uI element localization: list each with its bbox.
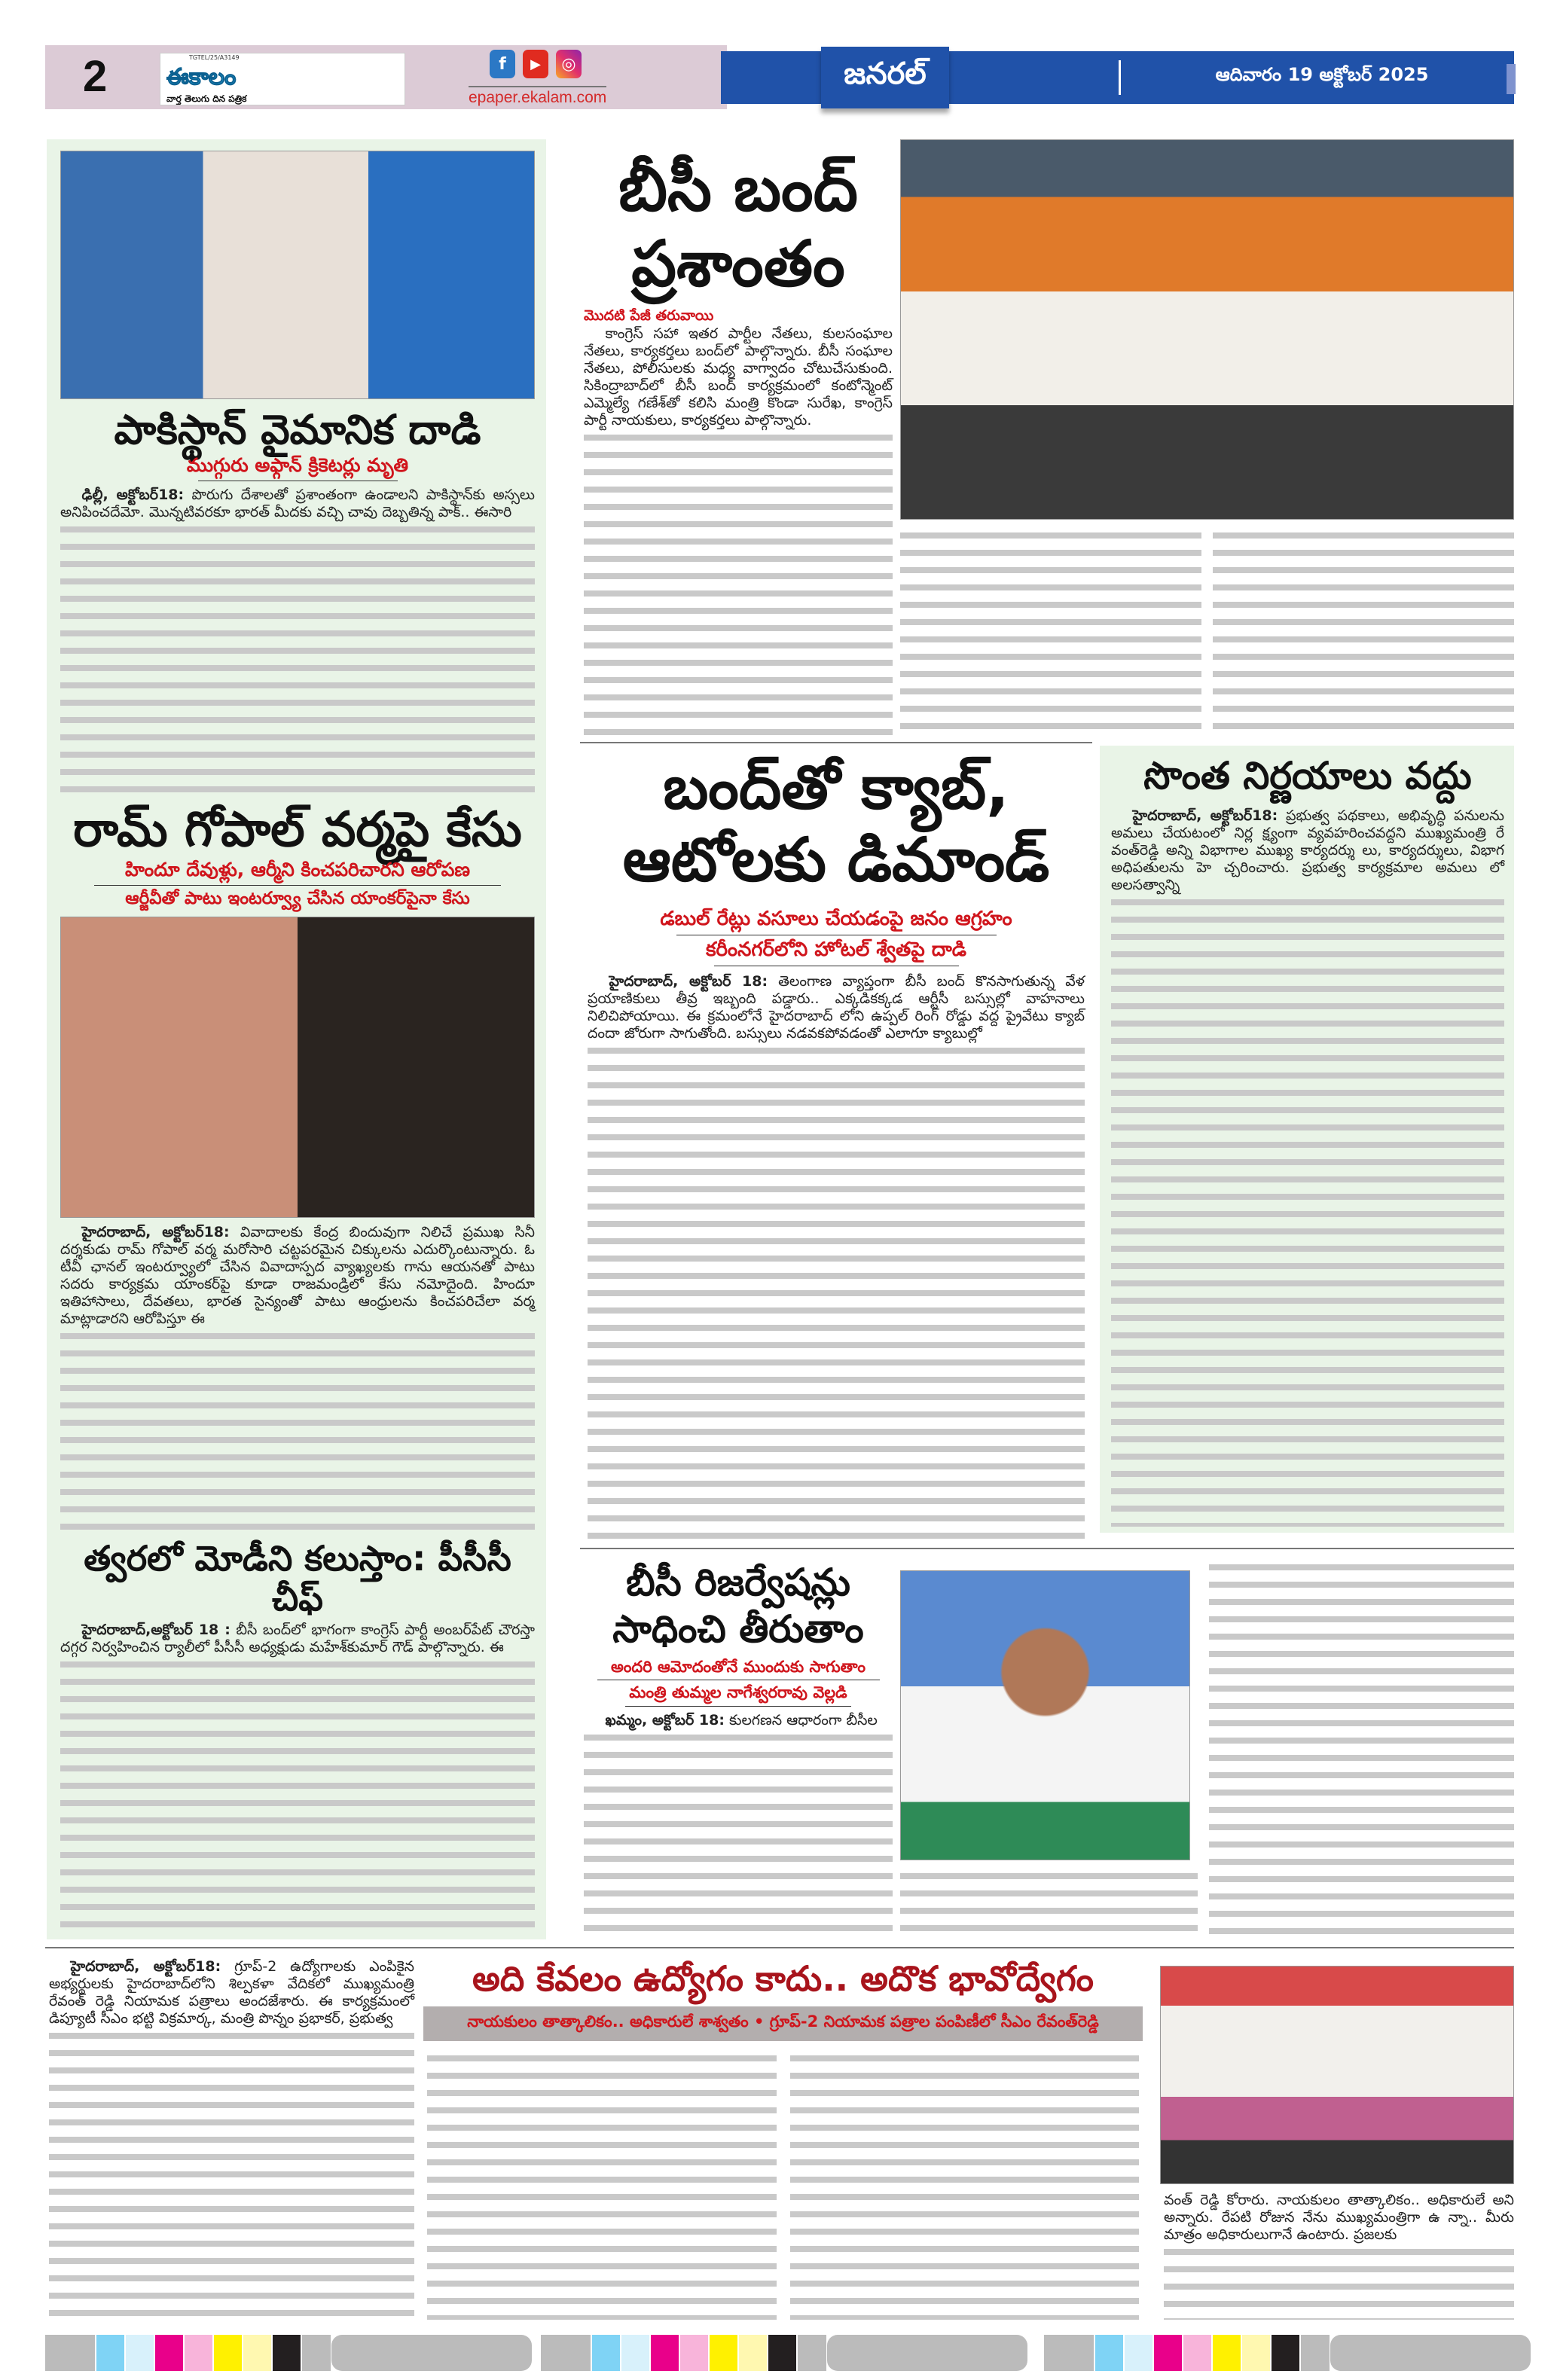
bc-bandh-article bbox=[584, 151, 893, 737]
divider bbox=[94, 885, 501, 886]
group2-photo-text bbox=[1164, 2192, 1514, 2320]
article-headline: త్వరలో మోడీని కలుస్తాం: పీసీసీ చీఫ్ bbox=[84, 1538, 511, 1619]
article-subhead: ఆర్జీవీతో పాటు ఇంటర్వ్యూ చేసిన యాంకర్‌పైనా కేసు bbox=[125, 888, 470, 908]
dateline: హైదరాబాద్,అక్టోబర్ 18 : bbox=[81, 1621, 230, 1638]
article-subhead: అందరి ఆమోదంతోనే ముందుకు సాగుతాం bbox=[610, 1658, 866, 1676]
color-swatch bbox=[739, 2335, 767, 2371]
cm-appointment-letters-photo bbox=[1160, 1966, 1514, 2184]
article-body bbox=[584, 325, 893, 737]
color-swatch bbox=[243, 2335, 271, 2371]
bc-bandh-rally-photo bbox=[900, 139, 1514, 520]
article-body-continued bbox=[1209, 1559, 1514, 1936]
color-swatch bbox=[273, 2335, 301, 2371]
instagram-icon[interactable]: ◎ bbox=[556, 50, 582, 78]
dateline: ఖమ్మం, అక్టోబర్ 18: bbox=[605, 1711, 725, 1729]
dateline: హైదరాబాద్, అక్టోబర్18: bbox=[81, 1223, 230, 1240]
registration-pill bbox=[331, 2335, 532, 2371]
color-swatch bbox=[214, 2335, 242, 2371]
color-swatch bbox=[1301, 2335, 1330, 2371]
article-body-continued bbox=[427, 2050, 777, 2320]
headline-line: ఆటోలకు డిమాండ్ bbox=[622, 825, 1050, 895]
section-title: జనరల్ bbox=[821, 47, 949, 108]
divider bbox=[580, 1548, 1514, 1549]
dateline: హైదరాబాద్, అక్టోబర్ 18: bbox=[609, 972, 768, 990]
left-column bbox=[56, 151, 539, 1932]
article-subhead: ముగ్గురు అఫ్గాన్ క్రికెటర్లు మృతి bbox=[186, 454, 409, 477]
color-swatch bbox=[1095, 2335, 1123, 2371]
group2-article bbox=[423, 1957, 1143, 2320]
article-body bbox=[56, 1218, 539, 1534]
article-subhead: డబుల్ రేట్లు వసూలు చేయడంపై జనం ఆగ్రహం bbox=[660, 908, 1012, 930]
color-swatch bbox=[96, 2335, 124, 2371]
color-swatch bbox=[45, 2335, 95, 2371]
registration-pill bbox=[1330, 2335, 1531, 2371]
color-swatch-group bbox=[541, 2335, 828, 2371]
article-text-continued bbox=[584, 1729, 893, 1939]
color-swatch bbox=[1272, 2335, 1299, 2371]
headline-line: బీసీ బంద్ bbox=[618, 151, 858, 225]
color-swatch bbox=[1125, 2335, 1152, 2371]
article-body bbox=[56, 1619, 539, 1932]
color-swatch-group bbox=[45, 2335, 332, 2371]
cab-article bbox=[584, 752, 1088, 1539]
color-swatch bbox=[1242, 2335, 1270, 2371]
article-text: వివాదాలకు కేంద్ర బిందువుగా నిలిచే ప్రముఖ సినీ దర్శకుడు రామ్ గోపాల్ వర్మ మరోసారి చట్టపరమైన చిక్కులను ఎదుర్కొంటున్నారు. ఓ టీవీ ఛానల్ ఇంటర్వ్యూలో చేసిన వివాదాస్పద వ్యాఖ్యలకు గాను ఆయనతో పాటు సదరు కార్యక్రమ యాంకర్‌పై కూడా రాజమండ్రిలో కేసు నమోదైంది. హిందూ ఇతిహాసాలు, దేవతలు, భారత సైన్యంతో పాటు ఆంధ్రులను కించపరిచేలా వర్మ మాట్లాడారని ఆరోపిస్తూ ఈ bbox=[60, 1223, 536, 1327]
article-headline: రామ్ గోపాల్ వర్మపై కేసు bbox=[73, 801, 522, 858]
continued-label: మొదటి పేజీ తరువాయి bbox=[584, 307, 714, 324]
article-text-continued bbox=[1209, 1559, 1514, 1936]
article-text-continued bbox=[60, 1328, 535, 1534]
logo-registration: TGTEL/25/A3149 bbox=[189, 54, 240, 61]
article-body bbox=[49, 1958, 414, 2320]
article-text: తెలంగాణ వ్యాప్తంగా బీసీ బంద్ కొనసాగుతున్న వేళ ప్రయాణికులు తీవ్ర ఇబ్బంది పడ్డారు.. ఎక్కడికక్కడ ఆర్టీసీ బస్సుల్లో వాహనాలు నిలిచిపోయాయి. ఈ క్రమంలోనే హైదరాబాద్ లోని ఉప్పల్ రింగ్ రోడ్డు వద్ద ప్రైవేటు క్యాబ్ దందా జోరుగా సాగుతోంది. బస్సులు నడవకపోవడంతో ఎలాగూ క్యాబుల్లో bbox=[588, 972, 1085, 1042]
headline-line: బంద్‌తో క్యాబ్, bbox=[663, 752, 1009, 822]
article-text-continued bbox=[49, 2028, 414, 2320]
article-text: కాంగ్రెస్ సహా ఇతర పార్టీల నేతలు, కులసంఘాల నేతలు, కార్యకర్తలు బంద్‌లో పాల్గొన్నారు. బీసీ సంఘాల నేతలు, పోలీసులకు మధ్య వాగ్వాదం చోటుచేసుకుంది. సికింద్రాబాద్‌లో బీసీ బంద్ కార్యక్రమంలో కంటోన్మెంట్ ఎమ్మెల్యే గణేశ్‌తో కలిసి మంత్రి కొండా సురేఖ, కాంగ్రెస్ పార్టీ నాయకులు, కార్యకర్తలు పాల్గొన్నారు. bbox=[584, 325, 893, 429]
dateline: హైదరాబాద్, అక్టోబర్18: bbox=[70, 1958, 221, 1975]
article-text-continued bbox=[427, 2050, 777, 2320]
band-edge bbox=[1507, 64, 1516, 94]
color-swatch-group bbox=[1044, 2335, 1331, 2371]
dateline: హైదరాబాద్, అక్టోబర్18: bbox=[1132, 807, 1278, 824]
color-swatch bbox=[1154, 2335, 1182, 2371]
article-text-continued bbox=[588, 1042, 1085, 1539]
article-body-continued bbox=[790, 2050, 1140, 2320]
dateline: ఢిల్లీ, అక్టోబర్18: bbox=[81, 486, 185, 503]
article-text-continued bbox=[60, 1656, 535, 1932]
article-text: కులగణన ఆధారంగా బీసీల bbox=[728, 1711, 878, 1729]
newspaper-logo[interactable] bbox=[160, 53, 405, 105]
article-headline bbox=[584, 752, 1088, 896]
article-body-continued bbox=[900, 527, 1201, 731]
article-body bbox=[56, 484, 539, 797]
divider bbox=[1119, 60, 1121, 95]
minister-speaking-photo bbox=[900, 1570, 1190, 1860]
color-swatch bbox=[651, 2335, 679, 2371]
article-text-continued bbox=[790, 2050, 1140, 2320]
headline-line: ప్రశాంతం bbox=[631, 227, 845, 301]
divider bbox=[580, 742, 1092, 743]
color-swatch bbox=[185, 2335, 212, 2371]
bc-reservations-article bbox=[584, 1559, 893, 1939]
article-body-continued bbox=[1164, 2192, 1514, 2320]
logo-tagline: వార్త తెలుగు దిన పత్రిక bbox=[166, 93, 247, 104]
color-swatch bbox=[155, 2335, 183, 2371]
headline-line: సాధించి తీరుతాం bbox=[612, 1607, 864, 1651]
epaper-link[interactable]: epaper.ekalam.com bbox=[469, 86, 606, 108]
group2-article-lead bbox=[49, 1958, 414, 2320]
article-text: బీసీ బంద్‌లో భాగంగా కాంగ్రెస్ పార్టీ అంబర్‌పేట్ చౌరస్తా దగ్గర నిర్వహించిన ర్యాలీలో పీసీసీ అధ్యక్షుడు మహేశ్‌కుమార్ గౌడ్ పాల్గొన్నారు. ఈ bbox=[60, 1621, 536, 1655]
article-text-continued bbox=[900, 527, 1201, 731]
own-decisions-article bbox=[1111, 755, 1504, 1527]
article-body bbox=[584, 969, 1088, 1539]
article-text-continued bbox=[1111, 894, 1504, 1527]
registration-pill bbox=[827, 2335, 1027, 2371]
divider bbox=[45, 1947, 1514, 1948]
article-body bbox=[1111, 798, 1504, 1527]
article-text: వంత్ రెడ్డి కోరారు. నాయకులం తాత్కాలికం.. అధికారులే అని అన్నారు. రేపటి రోజున నేను ముఖ్యమంత్రిగా ఉ న్నా.. మీరు మాత్రం అధికారులుగానే ఉంటారు. ప్రజలకు bbox=[1164, 2192, 1514, 2243]
article-headline bbox=[584, 151, 893, 301]
article-subhead: హిందూ దేవుళ్లు, ఆర్మీని కించపరిచారని ఆరోపణ bbox=[125, 859, 470, 881]
color-swatch bbox=[1213, 2335, 1241, 2371]
article-text-continued bbox=[1164, 2244, 1514, 2320]
afghan-cricketers-photo bbox=[60, 151, 535, 399]
article-text: పొరుగు దేశాలతో ప్రశాంతంగా ఉండాలని పాకిస్థాన్‌కు అస్సలు అనిపించదేమో. మొన్నటివరకూ భారత్ మీదకు వచ్చి చావు దెబ్బతిన్న పాక్.. ఈసారి bbox=[60, 486, 535, 520]
article-body-continued bbox=[900, 1868, 1198, 1937]
color-swatch bbox=[621, 2335, 649, 2371]
youtube-icon[interactable]: ▶ bbox=[523, 50, 548, 78]
color-swatch bbox=[1183, 2335, 1211, 2371]
article-text-continued bbox=[584, 429, 893, 737]
article-body-continued bbox=[1213, 527, 1514, 731]
color-swatch bbox=[126, 2335, 154, 2371]
color-swatch bbox=[1044, 2335, 1094, 2371]
color-swatch bbox=[302, 2335, 331, 2371]
article-text: గ్రూప్-2 ఉద్యోగాలకు ఎంపికైన అభ్యర్థులకు హైదరాబాద్‌లోని శిల్పకళా వేదికలో ముఖ్యమంత్రి రేవంత్ రెడ్డి నియామక పత్రాలు అందజేశారు. ఈ కార్యక్రమంలో డిప్యూటీ సీఎం భట్టి విక్రమార్క, మంత్రి పొన్నం ప్రభాకర్, ప్రభుత్వ bbox=[49, 1958, 414, 2027]
article-text-continued bbox=[900, 1868, 1198, 1937]
article-subhead: మంత్రి తుమ్మల నాగేశ్వరరావు వెల్లడి bbox=[629, 1683, 847, 1702]
facebook-icon[interactable]: f bbox=[490, 50, 515, 78]
article-subhead: కరీంనగర్‌లోని హోటల్ శ్వేతపై దాడి bbox=[705, 938, 967, 961]
page-number: 2 bbox=[83, 52, 108, 101]
group2-body-columns bbox=[423, 2041, 1143, 2320]
color-swatch bbox=[710, 2335, 737, 2371]
article-headline: సొంత నిర్ణయాలు వద్దు bbox=[1143, 754, 1472, 798]
article-body bbox=[584, 1709, 893, 1939]
article-text: ప్రభుత్వ పథకాలు, అభివృద్ధి పనులను అమలు చేయటంలో నిర్ల క్ష్యంగా వ్యవహరించవద్దని ముఖ్యమంత్రి రే వంత్‌రెడ్డి అన్ని విభాగాల ముఖ్య కార్యదర్శు లు, కార్యదర్శులు, విభాగ అధిపతులను హె చ్చరించారు. ప్రభుత్వ కార్యక్రమాల అమలు లో అలసత్వాన్ని bbox=[1111, 807, 1504, 893]
headline-line: బీసీ రిజర్వేషన్లు bbox=[626, 1561, 850, 1604]
issue-date: ఆదివారం 19 అక్టోబర్ 2025 bbox=[1215, 64, 1429, 85]
color-swatch bbox=[680, 2335, 708, 2371]
logo-text: ఈకాలం bbox=[166, 64, 237, 90]
color-swatch bbox=[798, 2335, 826, 2371]
article-headline: పాకిస్థాన్ వైమానిక దాడి bbox=[114, 406, 481, 453]
color-swatch bbox=[541, 2335, 591, 2371]
article-text-continued bbox=[1213, 527, 1514, 731]
divider bbox=[625, 1706, 851, 1707]
color-swatch bbox=[768, 2335, 796, 2371]
color-swatch bbox=[592, 2335, 620, 2371]
article-strapline: నాయకులం తాత్కాలికం.. అధికారులే శాశ్వతం • గ్రూప్-2 నియామక పత్రాల పంపిణీలో సీఎం రేవంత్‌రెడ్డి bbox=[423, 2006, 1143, 2041]
rgv-photo bbox=[60, 917, 535, 1218]
article-text-continued bbox=[60, 521, 535, 797]
article-headline bbox=[584, 1559, 893, 1652]
article-headline: అది కేవలం ఉద్యోగం కాదు.. అదొక భావోద్వేగం bbox=[472, 1958, 1094, 1999]
social-links bbox=[490, 50, 582, 78]
